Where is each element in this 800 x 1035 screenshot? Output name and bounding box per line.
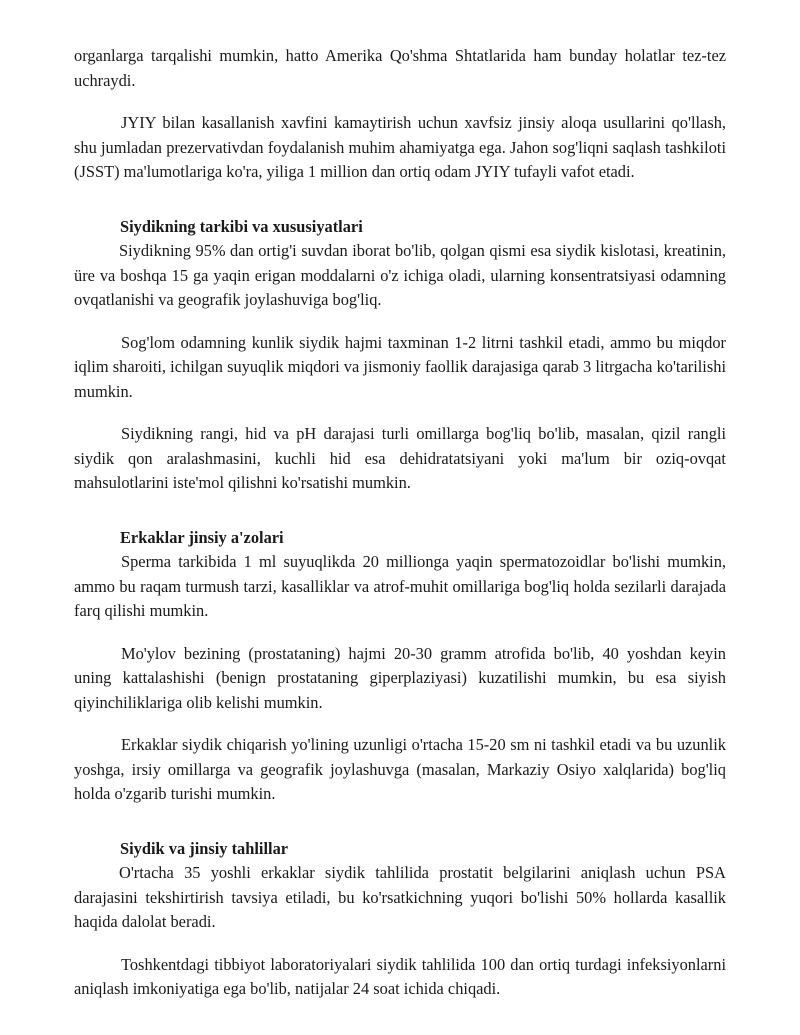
paragraph: Sog'lom odamning kunlik siydik hajmi taxminan 1-2 litrni tashkil etadi, ammo bu miqdor iqlim sharoiti, ichilgan suyuqlik miqdori va jismoniy faollik darajasiga qarab 3 litrgacha ko'tarilishi mumkin. — [74, 332, 726, 401]
paragraph: Siydikning rangi, hid va pH darajasi turli omillarga bog'liq bo'lib, masalan, qizil rangli siydik qon aralashmasini, kuchli hid esa dehidratatsiyani yoki ma'lum bir oziq-ovqat mahsulotlarini iste'mol qilishni ko'rsatishi mumkin. — [74, 424, 726, 492]
document-page — [74, 44, 726, 1002]
paragraph: Mo'ylov bezining (prostataning) hajmi 20-30 gramm atrofida bo'lib, 40 yoshdan keyin uning kattalashishi (benign prostataning giperplaziyasi) kuzatilishi mumkin, bu esa siyish qiyinchiliklariga olib kelishi mumkin. — [74, 643, 726, 712]
section-heading-urine-composition: Siydikning tarkibi va xususiyatlari — [120, 216, 363, 236]
paragraph: Erkaklar siydik chiqarish yo'lining uzunligi o'rtacha 15-20 sm ni tashkil etadi va bu uzunlik yoshga, irsiy omillarga va geografik joylashuvga (masalan, Markaziy Osiyo xalqlarida) bog'liq holda o'zgarib turishi mumkin. — [74, 735, 726, 803]
section-heading-male-organs: Erkaklar jinsiy a'zolari — [120, 527, 284, 547]
paragraph: Sperma tarkibida 1 ml suyuqlikda 20 millionga yaqin spermatozoidlar bo'lishi mumkin, ammo bu raqam turmush tarzi, kasalliklar va atrof-muhit omillariga bog'liq holda sezilarli darajada farq qilishi mumkin. — [74, 552, 726, 620]
paragraph: Toshkentdagi tibbiyot laboratoriyalari siydik tahlilida 100 dan ortiq turdagi infeksiyonlarni aniqlash imkoniyatiga ega bo'lib, natijalar 24 soat ichida chiqadi. — [74, 954, 726, 998]
paragraph: Siydikning 95% dan ortig'i suvdan iborat bo'lib, qolgan qismi esa siydik kislotasi, kreatinin, üre va boshqa 15 ga yaqin erigan moddalarni o'z ichiga oladi, ularning konsentratsiyasi odamning ovqatlanishi va geografik joylashuviga bog'liq. — [74, 241, 726, 309]
paragraph: O'rtacha 35 yoshli erkaklar siydik tahlilida prostatit belgilarini aniqlash uchun PSA darajasini tekshirtirish tavsiya etiladi, bu ko'rsatkichning yuqori bo'lishi 50% hollarda kasallik haqida dalolat beradi. — [74, 863, 726, 931]
intro-continuation-paragraph: organlarga tarqalishi mumkin, hatto Amerika Qo'shma Shtatlarida ham bunday holatlar tez-tez uchraydi. — [74, 46, 726, 90]
intro-paragraph: JYIY bilan kasallanish xavfini kamaytirish uchun xavfsiz jinsiy aloqa usullarini qo'llash, shu jumladan prezervativdan foydalanish muhim ahamiyatga ega. Jahon sog'liqni saqlash tashkiloti (JSST) ma'lumotlariga ko'ra, yiliga 1 million dan ortiq odam JYIY tufayli vafot etadi. — [74, 113, 726, 181]
section-heading-analyses: Siydik va jinsiy tahlillar — [120, 838, 289, 858]
